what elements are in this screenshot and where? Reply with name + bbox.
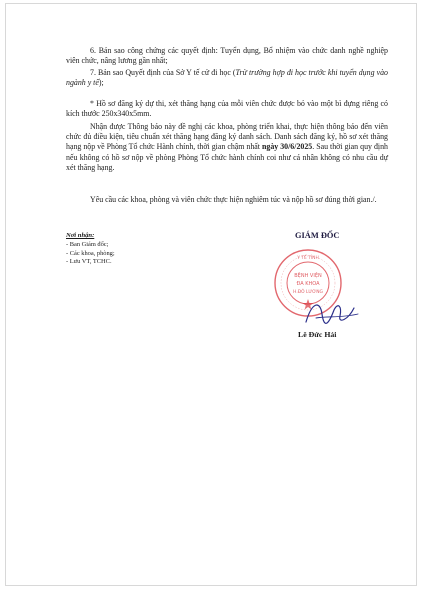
document-page: [6, 4, 416, 585]
stamp-line-3: H.ĐÔ LƯƠNG: [293, 290, 323, 295]
main-paragraph: Nhận được Thông báo này đề nghị các khoa, phòng triển khai, thực hiện thông báo đến viên chức đủ điều kiện, tiêu chuẩn xét thăng hạng đăng ký danh sách. Danh sách đăng ký, hồ sơ xét thăng hạng nộp về Phòng Tổ chức Hành chính, thời gian chậm nhất ngày 30/6/2025. Sau thời gian quy định nếu không có hồ sơ nộp về phòng Phòng Tổ chức hành chính coi như cá nhân không có nhu cầu dự xét thăng hạng.: [66, 122, 388, 172]
stamp-line-2: ĐA KHOA: [296, 281, 320, 287]
svg-text:Y TẾ TỈNH: Y TẾ TỈNH: [297, 256, 319, 261]
recipients-title: Nơi nhận:: [66, 232, 95, 239]
recipient-item: - Các khoa, phòng;: [66, 249, 115, 257]
recipient-item: - Ban Giám đốc;: [66, 241, 109, 248]
item-6: 6. Bản sao công chứng các quyết định: Tuyển dụng, Bổ nhiệm vào chức danh nghề nghiệp viên chức, nâng lương gần nhất;: [66, 46, 388, 66]
recipient-item: - Lưu VT, TCHC.: [66, 258, 112, 266]
closing-paragraph: Yêu cầu các khoa, phòng và viên chức thực hiện nghiêm túc và nộp hồ sơ đúng thời gian./.: [90, 195, 377, 204]
stamp-line-1: BỆNH VIỆN: [294, 273, 322, 279]
recipients-list: [66, 241, 115, 267]
item-7: 7. Bản sao Quyết định của Sở Y tế cử đi học (Trừ trường hợp đi học trước khi tuyển dụng vào ngành y tế);: [66, 68, 388, 88]
signature-title: GIÁM ĐỐC: [295, 231, 340, 240]
envelope-note: * Hồ sơ đăng ký dự thi, xét thăng hạng của mỗi viên chức được bỏ vào một bì đựng riêng có kích thước 250x340x5mm.: [66, 99, 388, 119]
handwritten-signature: [302, 296, 362, 332]
signer-name: Lê Đức Hải: [298, 330, 337, 339]
